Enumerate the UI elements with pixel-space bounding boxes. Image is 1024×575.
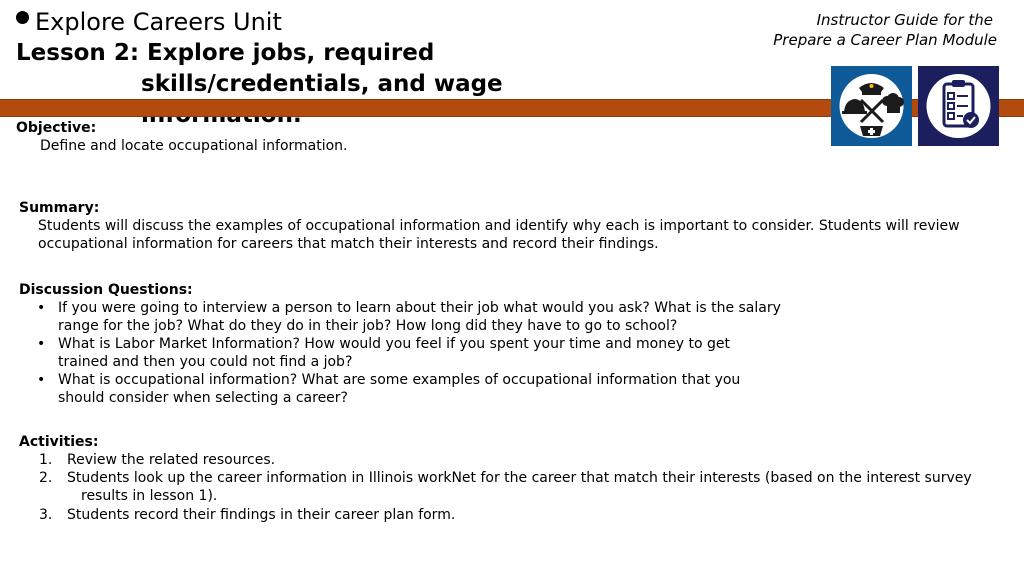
unit-title: [16, 6, 282, 38]
lesson-title-line-1: Lesson 2: Explore jobs, required: [16, 40, 435, 66]
objective-text: Define and locate occupational information.: [40, 138, 348, 154]
activity-1-text: Review the related resources.: [67, 452, 276, 468]
activity-3-text: Students record their findings in their career plan form.: [67, 507, 456, 523]
bullet-1: •: [37, 300, 46, 316]
question-3-line-1: What is occupational information? What are some examples of occupational information that you: [58, 372, 741, 388]
bullet-dot: [16, 11, 29, 24]
summary-text-line-1: Students will discuss the examples of occupational information and identify why each is important to consider. Students will review: [38, 218, 960, 234]
summary-text-line-2: occupational information for careers that match their interests and record their findings.: [38, 236, 659, 252]
summary-heading: Summary:: [19, 200, 100, 216]
activity-3-number: 3.: [39, 507, 53, 523]
bullet-3: •: [37, 372, 46, 388]
guide-subtitle-line-1: Instructor Guide for the: [816, 11, 993, 29]
careers-occupations-icon: [831, 66, 912, 146]
discussion-questions-heading: Discussion Questions:: [19, 282, 193, 298]
question-2-line-2: trained and then you could not find a job?: [58, 354, 353, 370]
lesson-title-line-2: skills/credentials, and wage: [141, 71, 503, 97]
activity-2-text-line-2: results in lesson 1).: [81, 488, 218, 504]
activities-heading: Activities:: [19, 434, 99, 450]
guide-subtitle-line-2: Prepare a Career Plan Module: [773, 31, 997, 49]
activity-2-number: 2.: [39, 470, 53, 486]
question-3-line-2: should consider when selecting a career?: [58, 390, 348, 406]
activity-2-text-line-1: Students look up the career information in Illinois workNet for the career that match their interests (based on the interest survey: [67, 470, 972, 486]
question-1-line-2: range for the job? What do they do in their job? How long did they have to go to school?: [58, 318, 678, 334]
question-2-line-1: What is Labor Market Information? How would you feel if you spent your time and money to get: [58, 336, 730, 352]
objective-heading: Objective:: [16, 120, 97, 136]
unit-title-text: Explore Careers Unit: [35, 8, 282, 36]
bullet-2: •: [37, 336, 46, 352]
checklist-icon: [918, 66, 999, 146]
question-1-line-1: If you were going to interview a person to learn about their job what would you ask? What is the salary: [58, 300, 781, 316]
activity-1-number: 1.: [39, 452, 53, 468]
